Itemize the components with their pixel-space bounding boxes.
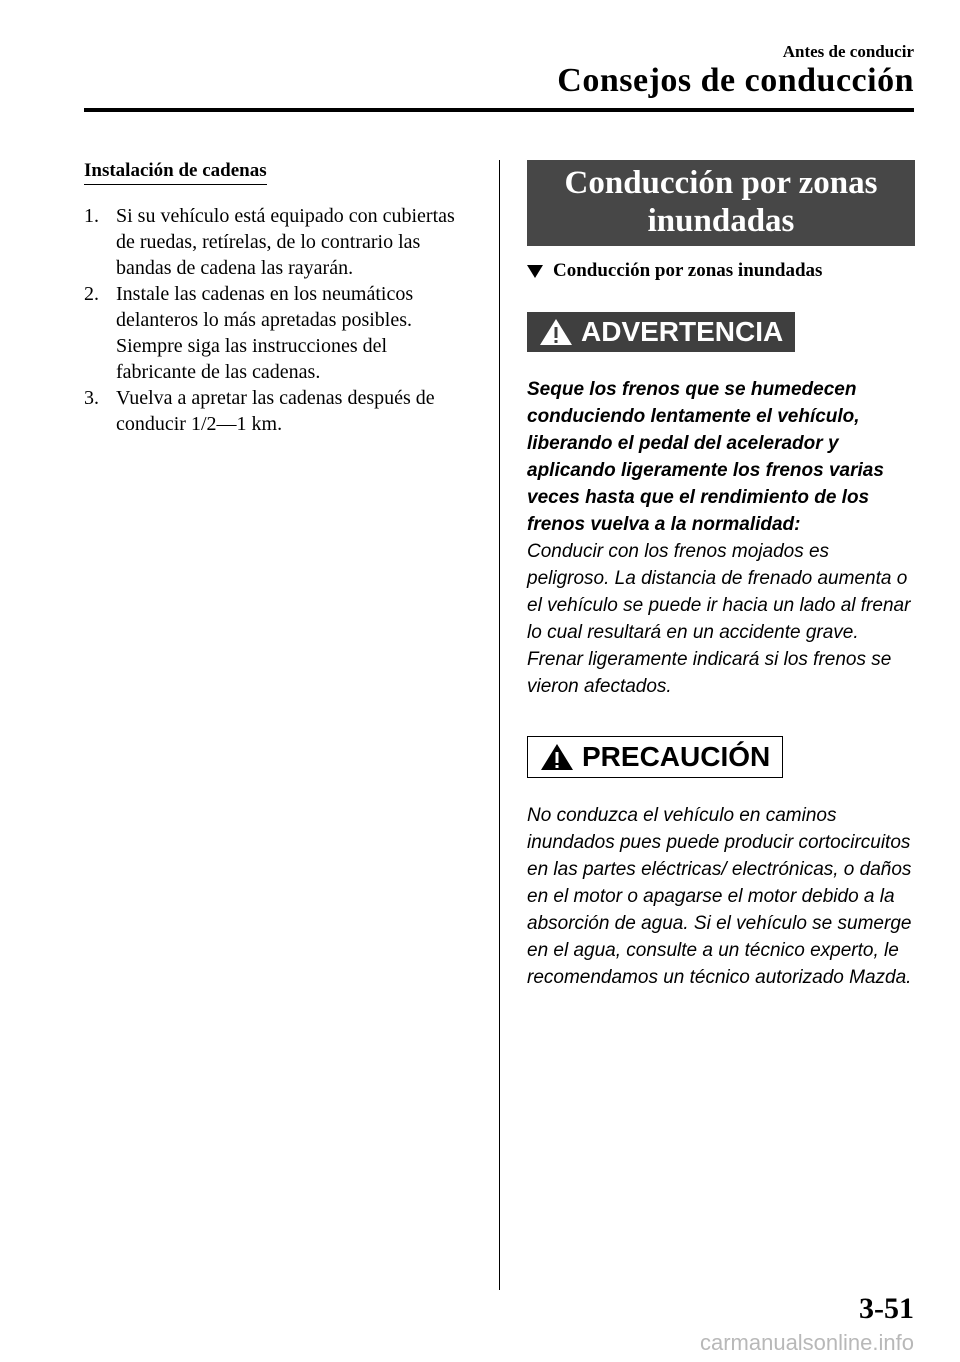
steps-list <box>84 203 469 437</box>
right-column <box>527 160 915 991</box>
warning-text: Conducir con los frenos mojados es peligroso. La distancia de frenado aumenta o el vehículo se puede ir hacia un lado al frenar lo cual resultará en un accidente grave. Frenar ligeramente indicará si los frenos se vieron afectados. <box>527 541 911 697</box>
subsection-heading <box>527 260 915 282</box>
page-number: 3-51 <box>859 1292 914 1325</box>
caution-label-text: PRECAUCIÓN <box>582 741 771 772</box>
caution-triangle-icon <box>540 743 574 771</box>
watermark: carmanualsonline.info <box>699 1330 914 1355</box>
caution-text: No conduzca el vehículo en caminos inundados pues puede producir cortocircuitos en las partes eléctricas/ electrónicas, o daños en el motor o apagarse el motor debido a la absorción de agua. Si el vehículo se sumerge en el agua, consulte a un técnico experto, le recomendamos un técnico autorizado Mazda. <box>527 805 912 988</box>
triangle-down-icon <box>527 265 543 278</box>
warning-body <box>527 376 915 700</box>
chapter-label: Antes de conducir <box>782 42 914 61</box>
subsection-heading-text: Conducción por zonas inundadas <box>553 260 823 281</box>
banner-line-2: inundadas <box>647 203 795 239</box>
warning-label-text: ADVERTENCIA <box>581 316 784 347</box>
warning-bold-text: Seque los frenos que se humedecen conduciendo lentamente el vehículo, liberando el pedal del acelerador y aplicando ligeramente los frenos varias veces hasta que el rendimiento de los frenos vuelva a la normalidad: <box>527 379 884 535</box>
column-divider <box>499 160 500 1290</box>
caution-body <box>527 802 915 991</box>
section-title-chains: Instalación de cadenas <box>84 160 267 185</box>
step-item <box>84 281 469 385</box>
step-number: 2. <box>84 283 99 305</box>
step-text: Si su vehículo está equipado con cubiertas de ruedas, retírelas, de lo contrario las bandas de cadena las rayarán. <box>116 205 455 279</box>
page-title: Consejos de conducción <box>557 62 914 99</box>
step-number: 1. <box>84 205 99 227</box>
warning-label <box>527 312 795 352</box>
caution-label <box>527 736 783 778</box>
warning-triangle-icon <box>539 318 573 346</box>
banner-line-1: Conducción por zonas <box>564 165 878 201</box>
step-text: Instale las cadenas en los neumáticos delanteros lo más apretadas posibles. Siempre siga las instrucciones del fabricante de las cadenas. <box>116 283 414 383</box>
header-rule <box>84 108 914 112</box>
step-item <box>84 203 469 281</box>
left-column <box>84 160 469 437</box>
step-text: Vuelva a apretar las cadenas después de conducir 1/2―1 km. <box>116 387 435 435</box>
section-banner <box>527 160 915 246</box>
step-item <box>84 385 469 437</box>
step-number: 3. <box>84 387 99 409</box>
